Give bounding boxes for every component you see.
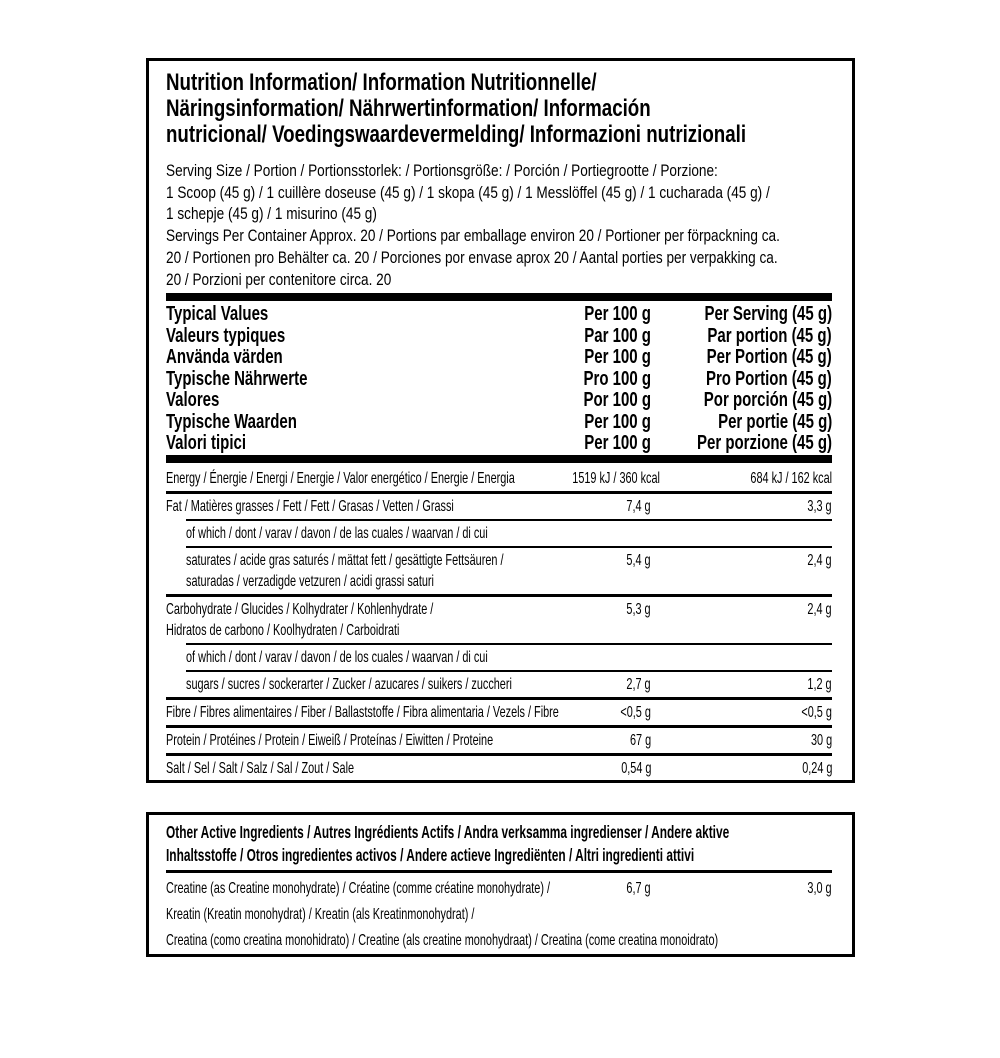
row-label: Salt / Sel / Salt / Salz / Sal / Zout / Sale: [166, 759, 355, 777]
header-per100: Per 100 g: [584, 346, 651, 369]
row-creatine: [166, 876, 832, 902]
other-active-ingredients-panel: [146, 812, 855, 957]
header-row: [166, 347, 832, 369]
per100-value: 7,4 g: [626, 497, 651, 515]
perserving-value: 30 g: [810, 731, 832, 749]
other-active-table: [166, 876, 832, 954]
per100-value: 6,7 g: [626, 880, 651, 897]
row-label: Fat / Matières grasses / Fett / Fett / Grasas / Vetten / Grassi: [166, 497, 454, 515]
row-carb-of-which: [166, 645, 832, 670]
per100-value: 67 g: [629, 731, 651, 749]
row-salt: [166, 756, 832, 781]
perserving-value: 3,0 g: [807, 880, 832, 897]
header-row: [166, 412, 832, 434]
perserving-value: 0,24 g: [801, 759, 832, 777]
row-creatine-line3: [166, 928, 832, 954]
header-label: Typische Nährwerte: [166, 367, 308, 390]
header-row: [166, 433, 832, 455]
row-label: Protein / Protéines / Protein / Eiweiß / Proteínas / Eiwitten / Proteine: [166, 731, 494, 749]
per100-value: 1519 kJ / 360 kcal: [572, 469, 660, 487]
row-label: of which / dont / varav / davon / de las cuales / waarvan / di cui: [186, 524, 488, 542]
other-active-header: [166, 821, 832, 867]
nutrition-information-panel: [146, 58, 855, 783]
header-perserving: Por porción (45 g): [703, 389, 832, 412]
row-label: Kreatin (Kreatin monohydrat) / Kreatin (als Kreatinmonohydrat) /: [166, 906, 475, 923]
row-creatine-line2: [166, 902, 832, 928]
header-label: Valeurs typiques: [166, 324, 286, 347]
row-protein: [166, 728, 832, 753]
serving-line: Serving Size / Portion / Portionsstorlek: / Portionsgröße: / Porción / Portiegrootte / Porzione:: [166, 161, 718, 180]
row-label: Hidratos de carbono / Koolhydraten / Carboidrati: [166, 621, 400, 639]
other-active-header-line: Other Active Ingredients / Autres Ingrédients Actifs / Andra verksamma ingredienser / Andere aktive: [166, 822, 730, 842]
header-per100: Per 100 g: [584, 410, 651, 433]
thick-divider-bar: [166, 455, 832, 463]
header-perserving: Per porzione (45 g): [696, 432, 832, 455]
header-row: [166, 326, 832, 348]
thick-divider-bar: [166, 293, 832, 301]
title-line: nutricional/ Voedingswaardevermelding/ Informazioni nutrizionali: [166, 121, 747, 148]
serving-line: 20 / Porzioni per contenitore circa. 20: [166, 269, 392, 289]
header-row: [166, 304, 832, 326]
serving-size-info: [166, 160, 832, 290]
header-perserving: Pro Portion (45 g): [706, 367, 832, 390]
row-label: Creatine (as Creatine monohydrate) / Créatine (comme créatine monohydrate) /: [166, 880, 550, 897]
row-fibre: [166, 700, 832, 725]
nutrition-table: [166, 466, 832, 781]
other-active-header-line: Inhaltsstoffe / Otros ingredientes activos / Andere actieve Ingrediënten / Altri ingredienti attivi: [166, 845, 695, 865]
perserving-value: 3,3 g: [807, 497, 832, 515]
header-label: Valori tipici: [166, 432, 247, 455]
header-label: Använda värden: [166, 346, 283, 369]
row-label: Creatina (como creatina monohidrato) / Creatine (als creatine monohydraat) / Creatina (come creatina monoidrato): [166, 932, 719, 949]
row-label: saturadas / verzadigde vetzuren / acidi grassi saturi: [186, 572, 434, 590]
row-saturates: [166, 548, 832, 594]
header-row: [166, 369, 832, 391]
header-perserving: Per portie (45 g): [717, 410, 832, 433]
header-per100: Pro 100 g: [583, 367, 651, 390]
row-fat: [166, 494, 832, 519]
perserving-value: 2,4 g: [807, 551, 832, 569]
perserving-value: 2,4 g: [807, 600, 832, 618]
per100-value: <0,5 g: [620, 703, 651, 721]
serving-line: 1 schepje (45 g) / 1 misurino (45 g): [166, 204, 377, 224]
row-label: sugars / sucres / sockerarter / Zucker / azucares / suikers / zuccheri: [186, 675, 512, 693]
header-per100: Par 100 g: [584, 324, 651, 347]
row-label: of which / dont / varav / davon / de los cuales / waarvan / di cui: [186, 648, 488, 666]
nutrition-label-page: [0, 58, 1000, 1058]
panel-title: [166, 70, 832, 148]
header-per100: Por 100 g: [583, 389, 651, 412]
row-energy: [166, 466, 832, 491]
row-label: Carbohydrate / Glucides / Kolhydrater / Kohlenhydrate /: [166, 600, 434, 618]
row-label: Energy / Énergie / Energi / Energie / Valor energético / Energie / Energia: [166, 469, 515, 487]
title-line: Näringsinformation/ Nährwertinformation/ Información: [166, 95, 651, 122]
row-fat-of-which: [166, 521, 832, 546]
typical-values-header: [166, 304, 832, 455]
header-perserving: Per Serving (45 g): [704, 303, 832, 326]
per100-value: 5,4 g: [626, 551, 651, 569]
serving-line: Servings Per Container Approx. 20 / Portions par emballage environ 20 / Portioner per förpackning ca.: [166, 226, 780, 246]
header-row: [166, 390, 832, 412]
per100-value: 2,7 g: [626, 675, 651, 693]
header-label: Typical Values: [166, 303, 269, 326]
row-label: Fibre / Fibres alimentaires / Fiber / Ballaststoffe / Fibra alimentaria / Vezels / Fibre: [166, 703, 559, 721]
perserving-value: 684 kJ / 162 kcal: [750, 469, 832, 487]
header-per100: Per 100 g: [584, 432, 651, 455]
perserving-value: <0,5 g: [801, 703, 832, 721]
header-label: Typische Waarden: [166, 410, 297, 433]
row-sugars: [166, 672, 832, 697]
header-label: Valores: [166, 389, 220, 412]
row-separator: [166, 870, 832, 873]
serving-line: 1 Scoop (45 g) / 1 cuillère doseuse (45 g) / 1 skopa (45 g) / 1 Messlöffel (45 g) / 1 cucharada (45 g) /: [166, 182, 770, 202]
row-carbohydrate: [166, 597, 832, 643]
header-per100: Per 100 g: [584, 303, 651, 326]
row-label: saturates / acide gras saturés / mättat fett / gesättigte Fettsäuren /: [186, 551, 504, 569]
header-perserving: Per Portion (45 g): [706, 346, 832, 369]
header-perserving: Par portion (45 g): [707, 324, 832, 347]
per100-value: 0,54 g: [620, 759, 651, 777]
title-line: Nutrition Information/ Information Nutritionnelle/: [166, 69, 597, 96]
serving-line: 20 / Portionen pro Behälter ca. 20 / Porciones por envase aprox 20 / Aantal porties per verpakking ca.: [166, 247, 778, 267]
perserving-value: 1,2 g: [807, 675, 832, 693]
per100-value: 5,3 g: [626, 600, 651, 618]
